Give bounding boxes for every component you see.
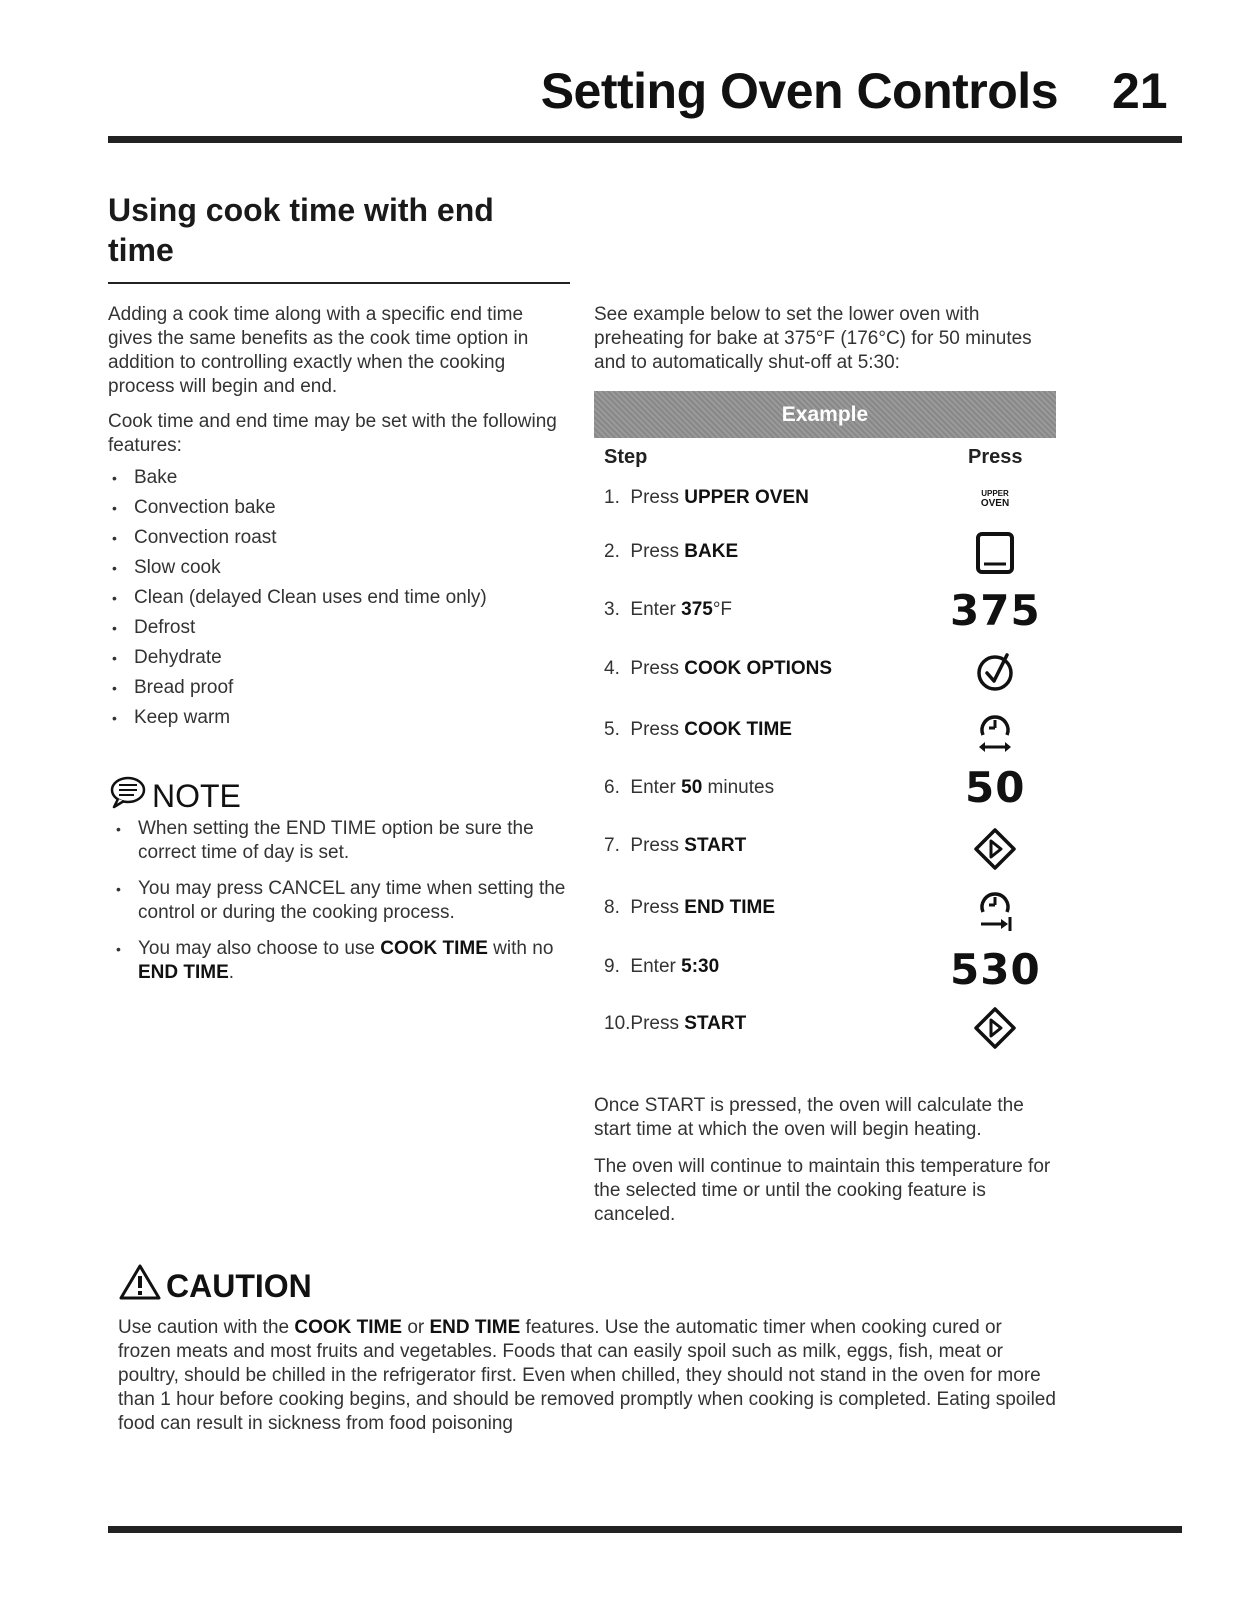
end-time-icon [950, 887, 1040, 937]
step-7: 7. Press START [604, 835, 747, 856]
column-header-press: Press [968, 446, 1023, 468]
note-item: • You may also choose to use COOK TIME with no END TIME. [116, 938, 554, 983]
example-intro: See example below to set the lower oven with preheating for bake at 375°F (176°C) for 50 minutes and to automatically shut-off at 5:30: [594, 304, 1032, 373]
step-10: 10.Press START [604, 1013, 747, 1034]
section-rule [108, 282, 570, 284]
footer-rule [108, 1526, 1182, 1533]
bake-icon [950, 528, 1040, 578]
start-icon [950, 824, 1040, 874]
warning-icon [118, 1263, 162, 1309]
note-item: • You may press CANCEL any time when setting the control or during the cooking process. [116, 878, 566, 923]
list-item: • Dehydrate [112, 647, 222, 668]
list-item: • Keep warm [112, 707, 231, 728]
step-6: 6. Enter 50 minutes [604, 777, 775, 798]
example-banner: Example [594, 391, 1056, 438]
list-item: • Slow cook [112, 557, 221, 578]
caution-text: Use caution with the COOK TIME or END TIME features. Use the automatic timer when cooking cured or frozen meats and most fruits and vegetables. Foods that can easily spoil such as milk, eggs, fish, meat or poultry, should be chilled in the refrigerator first. Even when chilled, they should not stand in the oven for more than 1 hour before cooking begins, and should be removed promptly when cooking is completed. Eating spoiled food can result in sickness from food poisoning [118, 1317, 1056, 1434]
list-item: • Bread proof [112, 677, 234, 698]
cook-options-icon [950, 646, 1040, 696]
step-8: 8. Press END TIME [604, 897, 776, 918]
start-icon [950, 1003, 1040, 1053]
feature-list [110, 463, 570, 733]
display-50: 50 [965, 763, 1026, 812]
outro-paragraph-2: The oven will continue to maintain this temperature for the selected time or until the cooking feature is canceled. [594, 1156, 1051, 1225]
cook-time-icon [950, 710, 1040, 760]
list-item: • Convection bake [112, 497, 276, 518]
outro-paragraph-1: Once START is pressed, the oven will calculate the start time at which the oven will begin heating. [594, 1095, 1024, 1140]
display-530: 530 [950, 945, 1041, 994]
step-1: 1. Press UPPER OVEN [604, 487, 809, 508]
page-title: Setting Oven Controls [540, 63, 1058, 119]
note-item: • When setting the END TIME option be sure the correct time of day is set. [116, 818, 534, 863]
note-list [112, 817, 572, 997]
list-item: • Convection roast [112, 527, 277, 548]
header-rule [108, 136, 1182, 143]
section-heading: Using cook time with end time [108, 192, 494, 268]
note-heading: NOTE [110, 775, 241, 817]
step-2: 2. Press BAKE [604, 541, 739, 562]
features-intro: Cook time and end time may be set with the following features: [108, 411, 557, 456]
caution-heading: CAUTION [118, 1263, 312, 1309]
step-9: 9. Enter 5:30 [604, 956, 720, 977]
step-4: 4. Press COOK OPTIONS [604, 658, 833, 679]
list-item: • Defrost [112, 617, 196, 638]
upper-oven-key-icon: UPPER OVEN [980, 489, 1010, 509]
list-item: • Clean (delayed Clean uses end time only) [112, 587, 487, 608]
step-3: 3. Enter 375°F [604, 599, 733, 620]
intro-paragraph: Adding a cook time along with a specific end time gives the same benefits as the cook time option in addition to controlling exactly when the cooking process will begin and end. [108, 304, 529, 397]
note-icon [110, 775, 148, 817]
page-number: 21 [1112, 63, 1168, 119]
display-375: 375 [950, 586, 1041, 635]
step-5: 5. Press COOK TIME [604, 719, 792, 740]
list-item: • Bake [112, 467, 178, 488]
column-header-step: Step [604, 446, 648, 468]
